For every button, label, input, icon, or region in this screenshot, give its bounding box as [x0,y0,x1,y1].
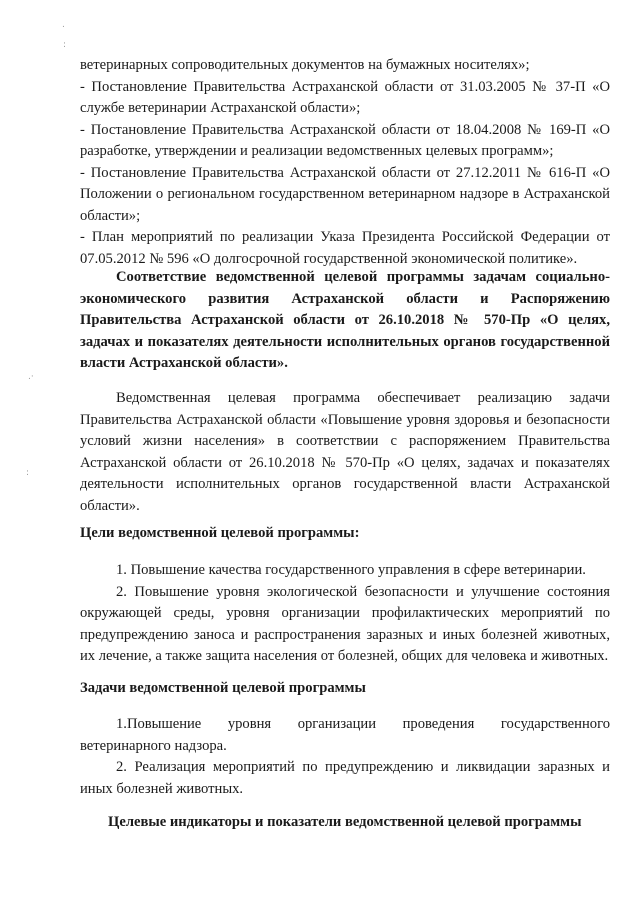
list-item: - Постановление Правительства Астраханской области от 18.04.2008 № 169-П «О разработке, утверждении и реализации ведомственных целевых программ»; [80,121,610,159]
list-item: - Постановление Правительства Астраханской области от 27.12.2011 № 616-П «О Положении о региональном государственном ветеринарном надзоре в Астраханской области»; [80,164,610,224]
scan-artifact: . [62,20,65,30]
list-item: 2. Повышение уровня экологической безопасности и улучшение состояния окружающей среды, уровня организации профилактических мероприятий по предупреждению заноса и распространения заразных и иных болезней животных, их лечение, а также защита населения от болезней, общих для человека и животных. [80,583,610,664]
list-item: 2. Реализация мероприятий по предупреждению и ликвидации заразных и иных болезней животных. [80,759,610,797]
section-heading: Соответствие ведомственной целевой программы задачам социально-экономического развития Астраханской области и Распоряжению Правительства Астраханской области от 26.10.2018 № 570-Пр «О целях, задачах и показателях деятельности исполнительных органов государственной власти Астраханской области». [80,269,610,371]
tasks-title: Задачи ведомственной целевой программы [80,680,366,696]
indicators-title: Целевые индикаторы и показатели ведомственной целевой программы [108,814,582,830]
tasks-list [80,714,610,800]
list-item: - Постановление Правительства Астраханской области от 31.03.2005 № 37-П «О службе ветеринарии Астраханской области»; [80,78,610,116]
list-item: 1.Повышение уровня организации проведения государственного ветеринарного надзора. [80,716,610,754]
list-item: - План мероприятий по реализации Указа Президента Российской Федерации от 07.05.2012 № 596 «О долгосрочной государственной экономической политике». [80,229,610,267]
goals-title: Цели ведомственной целевой программы: [80,525,360,541]
list-item: 1. Повышение качества государственного управления в сфере ветеринарии. [116,562,586,578]
scan-artifact: : [63,40,67,50]
scan-artifact: .· [28,372,34,382]
goals-list [80,560,610,668]
scan-artifact: : [26,468,30,478]
legal-basis-list [80,55,610,270]
list-item: ветеринарных сопроводительных документов на бумажных носителях»; [80,57,530,73]
body-paragraph: Ведомственная целевая программа обеспечивает реализацию задачи Правительства Астраханской области «Повышение уровня здоровья и безопасности условий жизни населения» в соответствии с распоряжением Правительства Астраханской области от 26.10.2018 № 570-Пр «О целях, задачах и показателях деятельности исполнительных органов государственной власти Астраханской области». [80,390,610,514]
